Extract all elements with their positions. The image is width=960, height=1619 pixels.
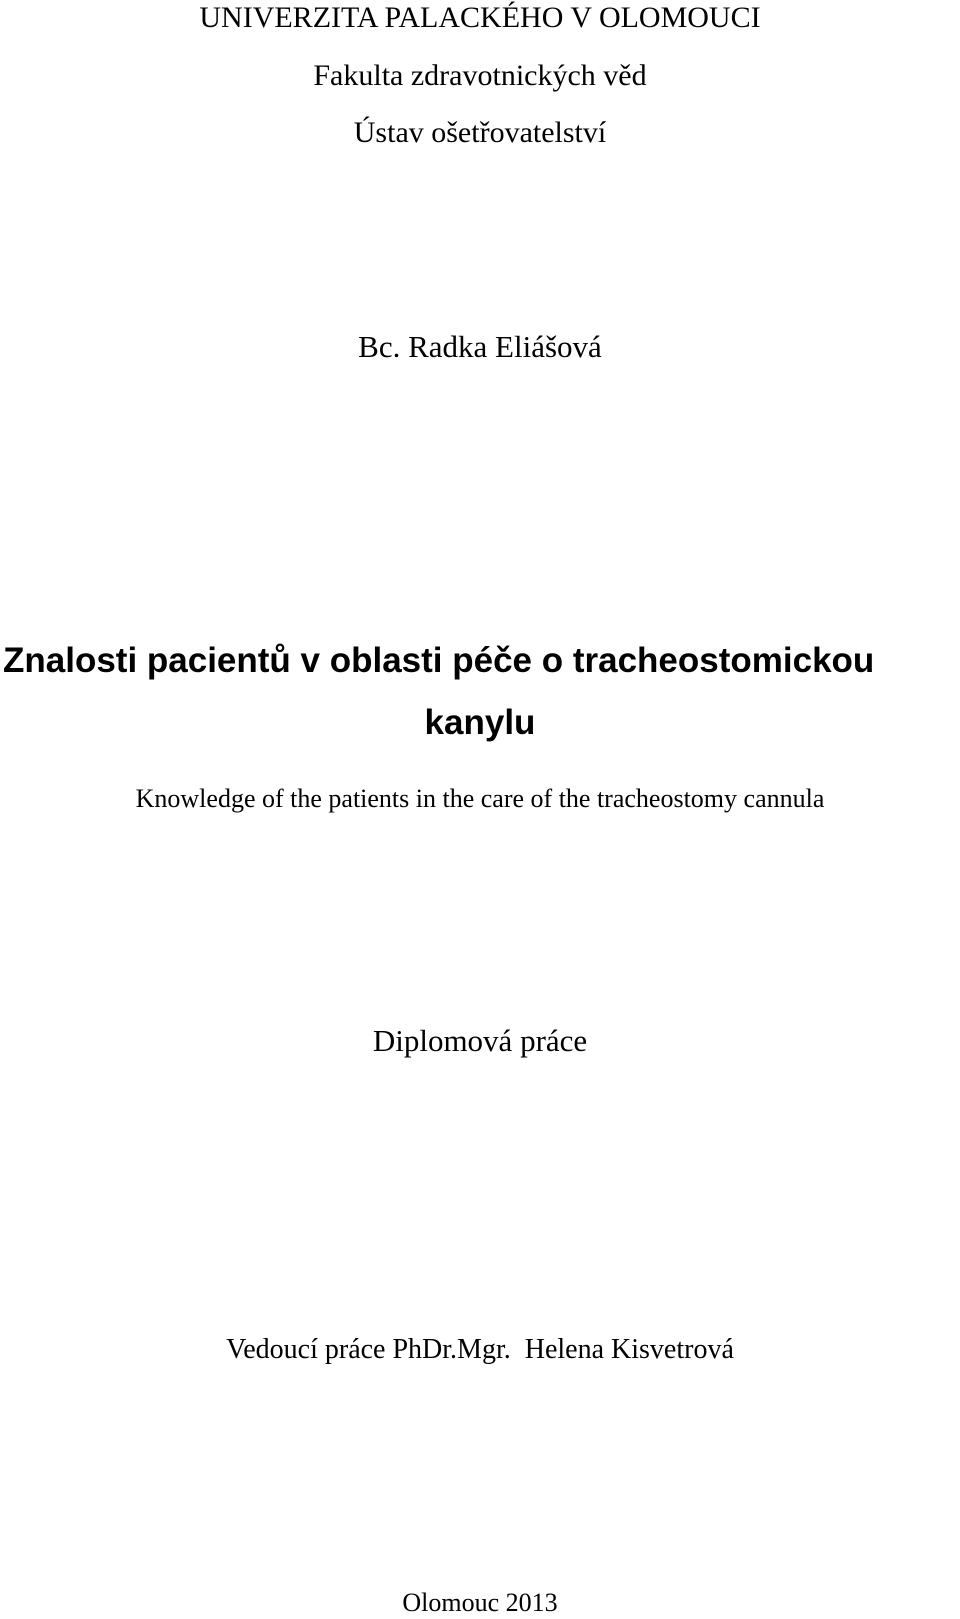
thesis-title-czech-line-1: Znalosti pacientů v oblasti péče o tracheostomickou	[3, 641, 875, 680]
thesis-title-english: Knowledge of the patients in the care of the tracheostomy cannula	[135, 784, 825, 813]
place-and-year: Olomouc 2013	[402, 1588, 558, 1617]
supervisor: Vedoucí práce PhDr.Mgr. Helena Kisvetrová	[226, 1334, 734, 1365]
institute-name: Ústav ošetřovatelství	[353, 116, 607, 149]
thesis-type: Diplomová práce	[372, 1023, 588, 1058]
university-name: UNIVERZITA PALACKÉHO V OLOMOUCI	[199, 1, 761, 34]
faculty-name: Fakulta zdravotnických věd	[313, 59, 647, 92]
thesis-title-czech-line-2: kanylu	[424, 703, 536, 742]
author-name: Bc. Radka Eliášová	[358, 329, 602, 364]
